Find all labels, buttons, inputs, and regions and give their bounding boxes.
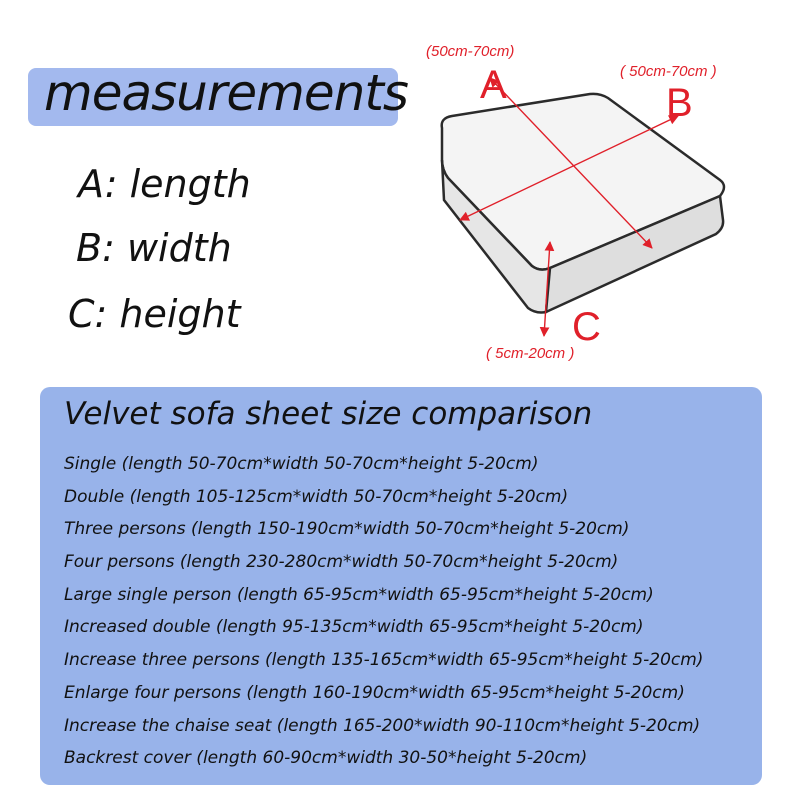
list-item: Large single person (length 65-95cm*width 65-95cm*height 5-20cm) (64, 584, 654, 605)
list-item: Increase three persons (length 135-165cm*width 65-95cm*height 5-20cm) (64, 650, 704, 671)
cushion-diagram (420, 30, 800, 370)
size-list (64, 452, 703, 779)
legend-length: A: length (78, 162, 251, 206)
list-item: Single (length 50-70cm*width 50-70cm*height 5-20cm) (64, 454, 539, 474)
list-item: Four persons (length 230-280cm*width 50-70cm*height 5-20cm) (64, 552, 619, 573)
list-item: Enlarge four persons (length 160-190cm*width 65-95cm*height 5-20cm) (64, 682, 685, 703)
list-item: Increase the chaise seat (length 165-200*width 90-110cm*height 5-20cm) (64, 715, 701, 736)
range-b: ( 50cm-70cm ) (620, 63, 717, 80)
list-item: Double (length 105-125cm*width 50-70cm*height 5-20cm) (64, 486, 569, 507)
list-item: Three persons (length 150-190cm*width 50-70cm*height 5-20cm) (64, 519, 630, 540)
page-title: measurements (44, 64, 408, 122)
letter-b: B (666, 81, 693, 125)
legend-width: B: width (76, 226, 232, 270)
legend-height: C: height (68, 292, 241, 336)
cushion-svg (420, 30, 800, 370)
range-a: (50cm-70cm) (426, 43, 515, 60)
letter-a: A (480, 63, 507, 107)
comparison-title: Velvet sofa sheet size comparison (64, 396, 593, 432)
range-c: ( 5cm-20cm ) (486, 345, 575, 362)
list-item: Increased double (length 95-135cm*width 65-95cm*height 5-20cm) (64, 617, 644, 638)
letter-c: C (572, 305, 601, 349)
list-item: Backrest cover (length 60-90cm*width 30-50*height 5-20cm) (64, 748, 588, 769)
